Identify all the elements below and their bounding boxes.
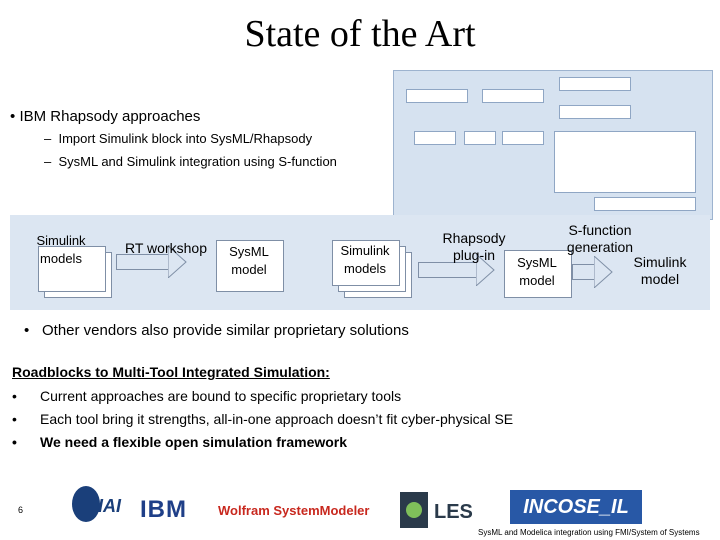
label-line: models [344,261,386,276]
bullet-ibm: • IBM Rhapsody approaches [10,108,201,125]
sub-bullet-2: – SysML and Simulink integration using S-function [44,154,337,169]
diagram-block [406,89,468,103]
diagram-panel [554,131,696,193]
sub-bullet-1-text: Import Simulink block into SysML/Rhapsody [58,131,313,146]
roadblock-item: • We need a flexible open simulation framework [12,434,348,450]
les-logo-text: LES [434,501,473,523]
label-line: model [231,262,267,277]
diagram-block [464,131,496,145]
label-line: models [40,251,82,266]
roadblock-text: We need a flexible open simulation framework [40,434,348,450]
diagram-block [482,89,544,103]
label-line: SysML [229,244,269,259]
simulink-models-label-1 [28,232,94,268]
sysml-model-label-2 [504,254,570,290]
label-line: model [519,273,555,288]
slide-title: State of the Art [244,13,476,55]
sysml-model-label-1 [216,243,282,279]
roadblock-item: • Each tool bring it strengths, all-in-one approach doesn’t fit cyber-physical SE [12,411,514,427]
label-line: generation [566,239,634,255]
diagram-block [559,105,631,119]
sub-bullet-2-text: SysML and Simulink integration using S-function [58,154,337,169]
sfunction-label [556,222,644,256]
iai-logo [68,484,130,524]
label-line: Simulink [633,254,687,270]
diagram-block [559,77,631,91]
roadblock-text: Each tool bring it strengths, all-in-one approach doesn’t fit cyber-physical SE [40,411,514,427]
diagram-block [502,131,544,145]
ibm-logo: IBM [140,496,187,523]
label-line: Simulink [340,243,390,258]
label-line: model [640,271,680,287]
arrow-plugin [418,262,479,278]
label-line: plug-in [452,247,496,263]
iai-logo-text: IAI [98,496,122,516]
simulink-models-label-2 [332,242,398,278]
simulink-model-label [622,254,698,288]
slide-number: 6 [18,505,24,515]
sub-bullet-1: – Import Simulink block into SysML/Rhapsody [44,131,313,146]
diagram-block [414,131,456,145]
rt-workshop-label: RT workshop [125,240,207,256]
label-line: S-function [568,222,632,238]
bullet-other-vendors: • Other vendors also provide similar proprietary solutions [24,322,409,339]
label-line: Simulink [36,233,86,248]
rhapsody-diagram-image [393,70,713,220]
roadblock-item: • Current approaches are bound to specific proprietary tools [12,388,402,404]
bullet-ibm-text: IBM Rhapsody approaches [19,108,201,125]
bullet-other-vendors-text: Other vendors also provide similar proprietary solutions [42,322,409,339]
roadblocks-heading: Roadblocks to Multi-Tool Integrated Simulation: [12,364,330,380]
label-line: SysML [517,255,557,270]
roadblock-text: Current approaches are bound to specific proprietary tools [40,388,402,404]
incose-logo: INCOSE_IL [510,490,642,524]
footnote: SysML and Modelica integration using FMI/System of Systems [478,528,700,537]
diagram-block [594,197,696,211]
label-line: Rhapsody [442,230,506,246]
arrow-head [594,256,614,288]
les-logo [400,492,484,528]
wolfram-logo: Wolfram SystemModeler [218,503,370,518]
